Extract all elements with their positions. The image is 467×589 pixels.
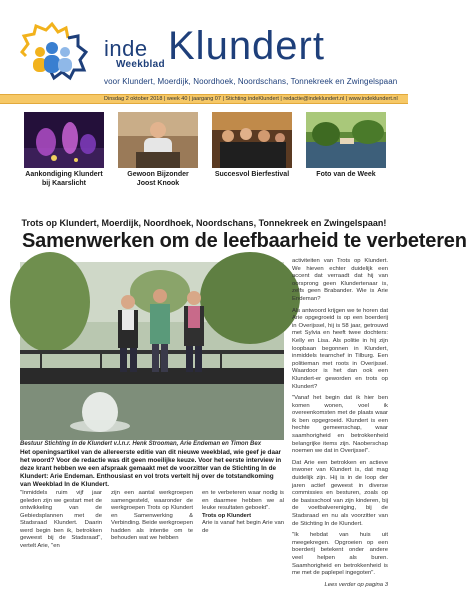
masthead-weekblad: Weekblad [116,59,165,70]
side-paragraph: "Vanaf het begin dat ik hier ben komen wonen, voel ik overeenkomsten met de plaats waar ik ben opgegroeid. Klundert is een hechte gemeenschap, waar saamhorigheid en betrokkenheid belangrijke items zijn. Naoberschap noemen we dat in Overijssel". [292,395,388,455]
teaser-item[interactable] [212,112,292,196]
article-body [20,490,284,549]
teaser-label: Foto van de Week [316,171,376,178]
main-article-photo [20,262,284,440]
teaser-item[interactable] [118,112,198,196]
article-intro: Het openingsartikel van de allereerste editie van dit nieuwe weekblad, wie geef je daar het woord? Voor de redactie was dit geen moeilijke keuze. Voor het eerste interview in deze krant hebben we een afspraak gemaakt met de voorzitter van de Stichting In de Klundert: Arie Endeman. Enthousiast en vol trots vertelt hij over de totstandkoming van Weekblad In de Klundert. [20,449,282,488]
teaser-row [24,112,386,196]
teaser-image-portrait [118,112,198,168]
side-paragraph: activiteiten van Trots op Klundert. We hieven echter duidelijk een accent dat verraadt dat hij van oorsprong geen Klundertenaar is, zelfs geen Brabander. Wie is Arie Endeman? [292,258,388,302]
masthead [0,0,408,92]
teaser-item[interactable] [24,112,104,196]
side-paragraph: "Ik hebdat van huis uit meegekregen. Opgroeien op een boerderij betekent onder andere veel helpen als buren. Saamhorigheid en betrokkenheid is me met de paplepel ingegoten". [292,532,388,577]
teaser-label: Succesvol Bierfestival [214,171,290,178]
side-paragraph: Dat Arie een betrokken en actieve inwoner van Klundert is, dat mag duidelijk zijn. Hij is in de loop der jaren actief geweest in diverse commissies en besturen, zoals op de basisschool van zijn kinderen, bij de voetbalvereniging, bij de Stadsraad en nu als voorzitter van de Stichting In de Klundert. [292,459,388,527]
teaser-image-pond [306,112,386,168]
teaser-image-lanterns [24,112,104,168]
body-column-1: "Inmiddels ruim vijf jaar geleden zijn we gestart met de ontwikkeling van de Gebiedsplannen met de Stadsraad Klundert. Daarin werd begin ben ik, betrokken geweest bij de Stadsraad", vertelt Arie, "en [20,490,102,549]
side-column [292,258,388,589]
body-column-3-text: en te verbeteren waar nodig is en daarmee hebben we al leuke resultaten geboekt". [202,490,284,511]
weekblad-logo [20,22,100,82]
teaser-label: Gewoon Bijzonder Joost Knook [127,171,189,187]
masthead-subtitle: voor Klundert, Moerdijk, Noordhoek, Noordschans, Tonnekreek en Zwingelspaan [104,77,398,86]
body-column-2: zijn een aantal werkgroepen samengesteld, waaronder de werkgroepen Trots op Klundert en Samenwerking & Verbinding. Beide werkgroepen hadden als intentie om te behouden wat we hebben [111,490,193,541]
teaser-item[interactable] [306,112,386,196]
issue-info-bar [0,94,408,104]
body-column-3-text2: Arie is vanaf het begin Arie van de [202,520,284,534]
side-paragraph: Als antwoord krijgen we te horen dat Arie opgegroeid is op een boerderij in Overijssel, hij is 58 jaar, getrouwd met Sylvia en heeft twee dochters: Kelly en Lisa. Als politie in hij zijn loopbaan begonnen in Klundert, inmiddels tearnchef in Tilburg. Een politieman met roots in Overijssel. Waardoor is het dan ook een Klundert-er geworden en trots op Klundert? [292,307,388,390]
photo-caption: Bestuur Stichting In de Klundert v.l.n.r. Henk Strooman, Arie Endeman en Timon Bex [20,441,262,447]
masthead-title-large: Klundert [168,24,325,68]
body-column-3 [202,490,284,535]
article-kicker: Trots op Klundert, Moerdijk, Noordhoek, Noordschans, Tonnekreek en Zwingelspaan! [21,218,387,228]
body-subheading: Trots op Klundert [202,512,252,519]
continue-link[interactable]: Lees verder op pagina 3 [324,581,388,588]
teaser-label: Aankondiging Klundert bij Kaarslicht [25,171,103,187]
article-headline: Samenwerken om de leefbaarheid te verbeteren [22,230,467,252]
teaser-image-bierfestival [212,112,292,168]
masthead-title-small: inde [104,36,148,61]
issue-info-text: Dinsdag 2 oktober 2018 | week 40 | jaargang 07 | Stichting indeKlundert | redactie@indeklundert.nl | www.indeklundert.nl [104,96,398,102]
